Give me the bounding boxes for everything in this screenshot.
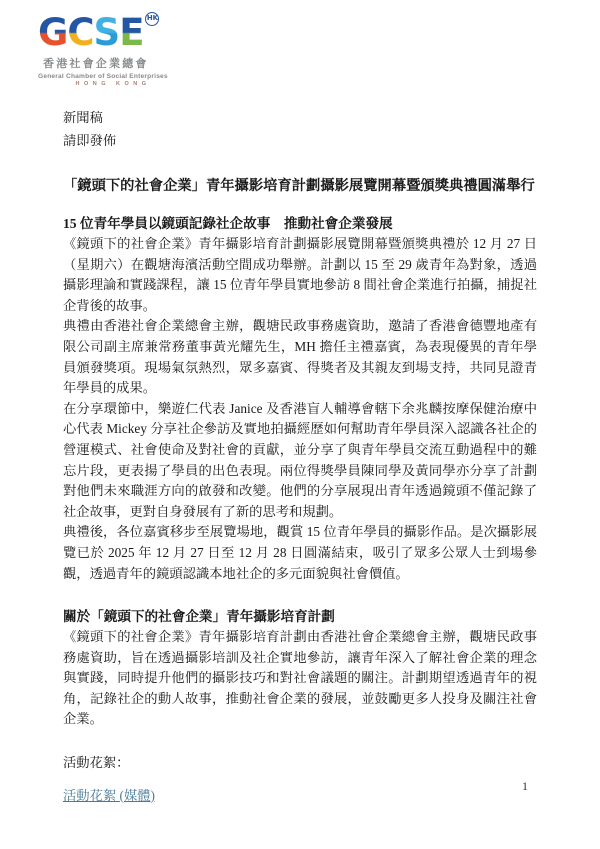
- paragraph-exhibition: 典禮後，各位嘉賓移步至展覽場地，觀賞 15 位青年學員的攝影作品。是次攝影展覽已於 2025 年 12 月 27 日至 12 月 28 日圓滿結束，吸引了眾多公眾人士到場參觀，透過青年的鏡頭認識本地社企的多元面貌與社會價值。: [63, 524, 537, 581]
- logo-region-label: HONG KONG: [75, 81, 151, 87]
- logo-english-name: General Chamber of Social Enterprises: [38, 73, 168, 80]
- logo-chinese-name: 香港社會企業總會: [43, 58, 149, 70]
- page-number: 1: [522, 779, 528, 793]
- logo-letter-c: C: [67, 11, 94, 54]
- gcse-logo: [38, 11, 188, 87]
- logo-acronym: [38, 11, 144, 54]
- about-section-heading: 關於「鏡頭下的社會企業」青年攝影培育計劃: [63, 609, 335, 625]
- page-title: 「鏡頭下的社會企業」青年攝影培育計劃攝影展覽開幕暨頒獎典禮圓滿舉行: [63, 178, 535, 194]
- trademark-hk-icon: HK: [145, 12, 159, 26]
- paragraph-sharing: 在分享環節中，樂遊仁代表 Janice 及香港盲人輔導會轄下余兆麟按摩保健治療中心代表 Mickey 分享社企參訪及實地拍攝經歷如何幫助青年學員深入認識各社企的營運模式、社會使命及對社會的貢獻，並分享了與青年學員交流互動過程中的難忘片段，更表揚了學員的出色表現。兩位得獎學員陳同學及黃同學亦分享了計劃對他們未來職涯方向的啟發和改變。他們的分享展現出青年透過鏡頭不僅記錄了社企故事，更對自身發展有了新的思考和規劃。: [63, 400, 537, 519]
- logo-acronym-row: [38, 11, 188, 54]
- logo-letter-e: E: [119, 11, 144, 54]
- paragraph-about: 《鏡頭下的社會企業》青年攝影培育計劃由香港社會企業總會主辦，觀塘民政事務處資助，旨在透過攝影培訓及社企實地參訪，讓青年深入了解社會企業的理念與實踐，同時提升他們的攝影技巧和對社會議題的關注。計劃期望透過青年的視角，記錄社企的動人故事，推動社會企業的發展，並鼓勵更多人投身及關注社會企業。: [63, 629, 537, 727]
- release-instruction: 請即發佈: [63, 133, 117, 148]
- highlights-label: 活動花絮：: [63, 755, 130, 771]
- highlights-link[interactable]: 活動花絮 (媒體): [63, 787, 155, 803]
- logo-letter-s: S: [93, 11, 120, 54]
- paragraph-event: 《鏡頭下的社會企業》青年攝影培育計劃攝影展覽開幕暨頒獎典禮於 12 月 27 日（星期六）在觀塘海濱活動空間成功舉辦。計劃以 15 至 29 歲青年為對象，透過攝影理論和實踐課程，讓 15 位青年學員實地參訪 8 間社會企業進行拍攝，捕捉社企背後的故事。: [63, 236, 537, 313]
- doc-type-label: 新聞稿: [63, 110, 103, 125]
- subheading: 15 位青年學員以鏡頭記錄社企故事 推動社會企業發展: [63, 216, 393, 231]
- logo-letter-g: G: [38, 11, 68, 54]
- paragraph-ceremony: 典禮由香港社會企業總會主辦，觀塘民政事務處資助，邀請了香港會德豐地產有限公司副主席兼常務董事黃光耀先生，MH 擔任主禮嘉賓，為表現優異的青年學員頒發獎項。現場氣氛熱烈，眾多嘉賓、得獎者及其親友到場支持，共同見證青年學員的成果。: [63, 318, 537, 396]
- document-body: [63, 106, 537, 806]
